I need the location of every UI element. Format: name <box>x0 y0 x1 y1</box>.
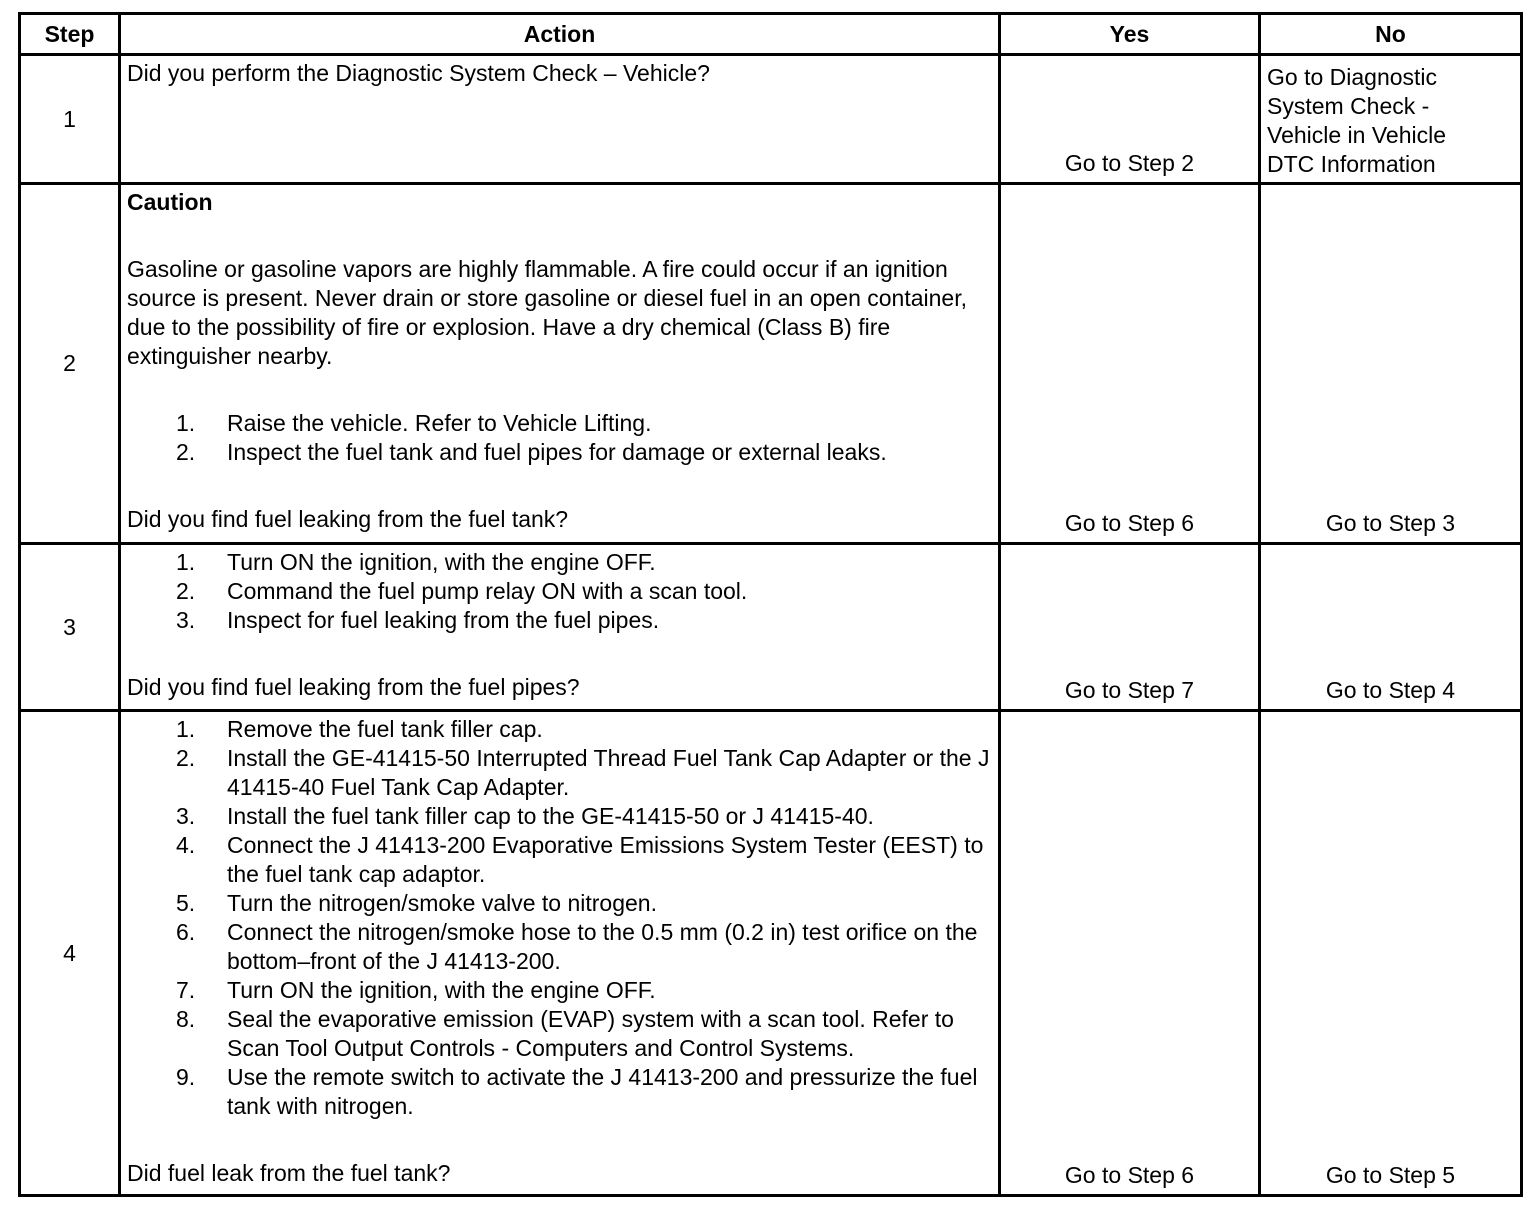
question-text: Did you find fuel leaking from the fuel pipes? <box>127 674 580 700</box>
no-line: DTC Information <box>1267 151 1436 177</box>
action-cell <box>120 55 1000 184</box>
action-cell <box>120 711 1000 1196</box>
action-cell <box>120 544 1000 711</box>
list-item <box>127 744 992 802</box>
list-number: 8. <box>176 1006 196 1032</box>
list-number: 6. <box>176 919 196 945</box>
question-text: Did fuel leak from the fuel tank? <box>127 1160 451 1186</box>
procedure-list <box>127 409 992 467</box>
list-number: 2. <box>176 745 196 771</box>
table-row-step-2 <box>20 184 1522 544</box>
list-item <box>127 715 992 744</box>
procedure-list <box>127 715 992 1121</box>
list-text: Seal the evaporative emission (EVAP) system with a scan tool. Refer to Scan Tool Output Controls - Computers and Control Systems. <box>227 1006 954 1061</box>
list-text: Turn the nitrogen/smoke valve to nitrogen. <box>227 890 657 916</box>
diagnostic-table-page <box>18 12 1520 1192</box>
list-item <box>127 1063 992 1121</box>
action-cell <box>120 184 1000 544</box>
step-number: 2 <box>20 184 120 544</box>
no-line: Vehicle in Vehicle <box>1267 122 1447 148</box>
list-number: 9. <box>176 1064 196 1090</box>
list-number: 1. <box>176 549 196 575</box>
list-item <box>127 831 992 889</box>
list-item <box>127 438 992 467</box>
question-text: Did you perform the Diagnostic System Check – Vehicle? <box>127 60 710 86</box>
no-cell: Go to Step 3 <box>1260 184 1522 544</box>
list-number: 2. <box>176 439 196 465</box>
header-yes: Yes <box>1000 14 1260 55</box>
list-text: Turn ON the ignition, with the engine OFF. <box>227 977 656 1003</box>
list-item <box>127 889 992 918</box>
yes-cell: Go to Step 7 <box>1000 544 1260 711</box>
list-text: Inspect the fuel tank and fuel pipes for damage or external leaks. <box>227 439 887 465</box>
list-text: Raise the vehicle. Refer to Vehicle Lifting. <box>227 410 652 436</box>
list-text: Turn ON the ignition, with the engine OFF. <box>227 549 656 575</box>
list-text: Connect the nitrogen/smoke hose to the 0.5 mm (0.2 in) test orifice on the bottom–front of the J 41413-200. <box>227 919 978 974</box>
header-action: Action <box>120 14 1000 55</box>
table-row-step-3 <box>20 544 1522 711</box>
caution-title: Caution <box>127 189 213 215</box>
list-text: Inspect for fuel leaking from the fuel pipes. <box>227 607 660 633</box>
yes-cell: Go to Step 6 <box>1000 184 1260 544</box>
no-cell: Go to Step 4 <box>1260 544 1522 711</box>
list-text: Use the remote switch to activate the J 41413-200 and pressurize the fuel tank with nitrogen. <box>227 1064 978 1119</box>
list-number: 5. <box>176 890 196 916</box>
diagnostic-table <box>18 12 1523 1197</box>
no-cell <box>1260 55 1522 184</box>
list-text: Install the GE-41415-50 Interrupted Thread Fuel Tank Cap Adapter or the J 41415-40 Fuel Tank Cap Adapter. <box>227 745 990 800</box>
list-item <box>127 548 992 577</box>
header-step: Step <box>20 14 120 55</box>
header-row <box>20 14 1522 55</box>
step-number: 3 <box>20 544 120 711</box>
step-number: 4 <box>20 711 120 1196</box>
list-number: 2. <box>176 578 196 604</box>
list-text: Install the fuel tank filler cap to the GE-41415-50 or J 41415-40. <box>227 803 874 829</box>
no-cell: Go to Step 5 <box>1260 711 1522 1196</box>
step-number: 1 <box>20 55 120 184</box>
list-item <box>127 976 992 1005</box>
table-row-step-1 <box>20 55 1522 184</box>
no-line: System Check - <box>1267 93 1430 119</box>
list-item <box>127 409 992 438</box>
list-item <box>127 802 992 831</box>
list-number: 1. <box>176 716 196 742</box>
list-item <box>127 577 992 606</box>
list-number: 3. <box>176 607 196 633</box>
table-row-step-4 <box>20 711 1522 1196</box>
list-item <box>127 1005 992 1063</box>
list-text: Command the fuel pump relay ON with a scan tool. <box>227 578 748 604</box>
caution-text: Gasoline or gasoline vapors are highly flammable. A fire could occur if an ignition source is present. Never drain or store gasoline or diesel fuel in an open container, due to the possibility of fire or explosion. Have a dry chemical (Class B) fire extinguisher nearby. <box>127 256 967 369</box>
list-number: 7. <box>176 977 196 1003</box>
list-number: 4. <box>176 832 196 858</box>
list-item <box>127 606 992 635</box>
yes-cell: Go to Step 2 <box>1000 55 1260 184</box>
no-line: Go to Diagnostic <box>1267 64 1438 90</box>
list-number: 1. <box>176 410 196 436</box>
list-item <box>127 918 992 976</box>
list-text: Remove the fuel tank filler cap. <box>227 716 543 742</box>
procedure-list <box>127 548 992 635</box>
question-text: Did you find fuel leaking from the fuel tank? <box>127 506 569 532</box>
list-text: Connect the J 41413-200 Evaporative Emissions System Tester (EEST) to the fuel tank cap adaptor. <box>227 832 984 887</box>
yes-cell: Go to Step 6 <box>1000 711 1260 1196</box>
header-no: No <box>1260 14 1522 55</box>
list-number: 3. <box>176 803 196 829</box>
